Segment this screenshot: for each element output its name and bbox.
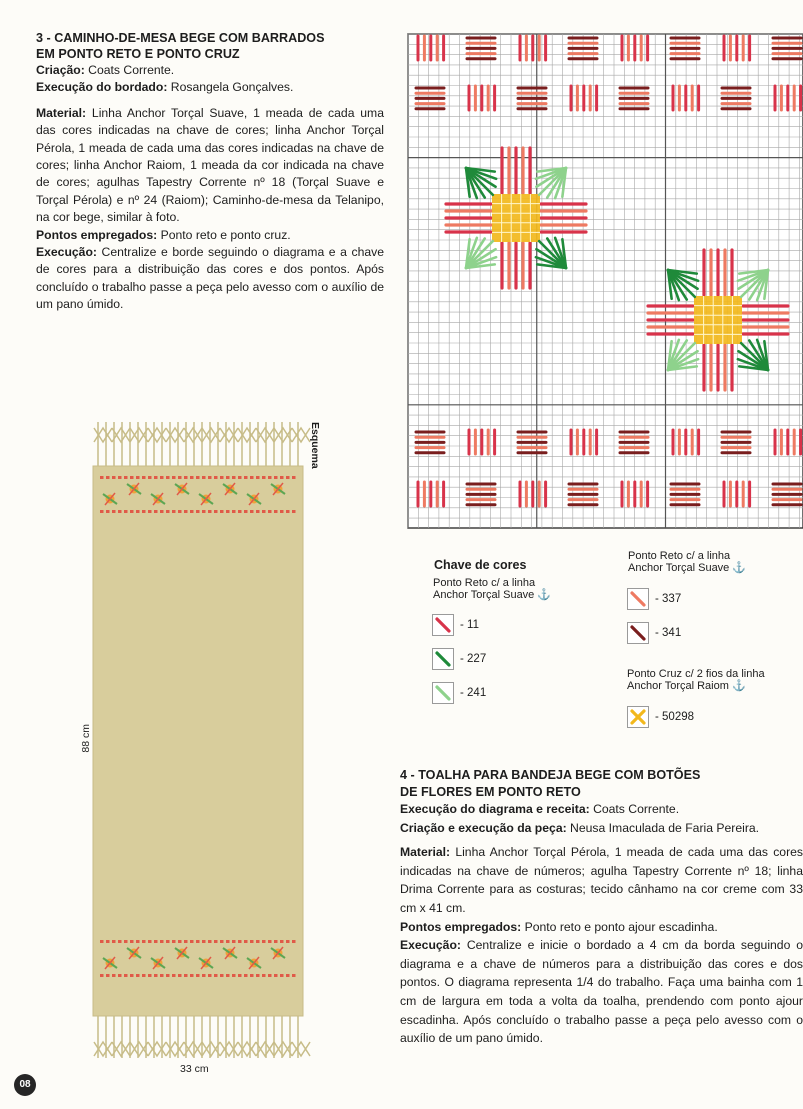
swatch-11-icon [432,614,454,636]
creation-line: Criação: Coats Corrente. [36,63,175,77]
color-key-group3-label: Ponto Cruz c/ 2 fios da linha Anchor Torçal Raiom ⚓ [627,668,765,692]
material-paragraph: Material: Linha Anchor Torçal Suave, 1 meada de cada uma das cores indicadas na chave de cores; linha Anchor Torçal Pérola, 1 meada de cada uma das cores indicadas na chave de cores; linha Anchor Raiom, 1 meada da cor indicada na chave de cores; agulhas Tapestry Corrente nº 18 (Torçal Suave e Torçal Pérola) e nº 24 (Raiom); Caminho-de-mesa da Telanipo, na cor bege, similar à foto. [36,105,384,225]
color-key-title: Chave de cores [434,558,527,572]
execution-line: Execução do bordado: Rosangela Gonçalves. [36,80,294,95]
color-key-item: - 227 [432,648,486,670]
schema-label: Esquema [309,422,321,469]
color-key-item: - 341 [627,622,681,644]
material-paragraph: Material: Linha Anchor Torçal Pérola, 1 meada de cada uma das cores indicadas na chave de números; agulha Tapestry Corrente nº 18; linha Drima Corrente para as costuras; tecido cânhamo na cor creme com 33 cm x 41 cm. [400,845,803,915]
anchor-icon: ⚓ [537,589,552,601]
creation-line: Criação e execução da peça: Neusa Imaculada de Faria Pereira. [400,820,760,835]
diagram-credit-line: Execução do diagrama e receita: Coats Corrente. [400,802,680,816]
swatch-227-icon [432,648,454,670]
swatch-241-icon [432,682,454,704]
runner-schematic [88,418,318,1058]
section-4-title: 4 - TOALHA PARA BANDEJA BEGE COM BOTÕES DE FLORES EM PONTO RETO [400,768,701,799]
color-key-item: - 50298 [627,706,694,728]
color-key-group1-label: Ponto Reto c/ a linha Anchor Torçal Suave ⚓ [433,577,552,601]
swatch-337-icon [627,588,649,610]
stitches-line: Pontos empregados: Ponto reto e ponto cruz. [36,227,291,242]
instructions-paragraph: Execução: Centralize e inicie o bordado a 4 cm da borda seguindo o diagrama e a chave de números para a distribuição das cores e dos pontos. O diagrama representa 1/4 do trabalho. Faça uma bainha com 1 cm de largura em toda a volta da toalha, prendendo com ponto ajour escadinha. Após concluído o trabalho passe a peça pelo avesso com o auxílio de um pano úmido. [400,938,803,1046]
section-3-text [36,30,384,314]
color-key-item: - 11 [432,614,479,636]
instructions-paragraph: Execução: Centralize e borde seguindo o diagrama e a chave de cores para a distribuição das cores e dos pontos. Após concluído o trabalho passe a peça pelo avesso com o auxílio de um pano úmido. [36,245,385,312]
swatch-50298-icon [627,706,649,728]
section-4-text [400,767,803,1048]
anchor-icon: ⚓ [732,562,747,574]
anchor-icon: ⚓ [731,680,746,692]
page-number: 08 [14,1074,36,1096]
length-label: 88 cm [80,724,92,753]
color-key-group2-label: Ponto Reto c/ a linha Anchor Torçal Suave ⚓ [628,550,747,574]
section-3-title: 3 - CAMINHO-DE-MESA BEGE COM BARRADOS EM PONTO RETO E PONTO CRUZ [36,31,325,61]
swatch-341-icon [627,622,649,644]
width-label: 33 cm [180,1063,209,1075]
embroidery-diagram [402,30,803,530]
stitches-line: Pontos empregados: Ponto reto e ponto ajour escadinha. [400,919,718,934]
color-key-item: - 241 [432,682,486,704]
color-key-item: - 337 [627,588,681,610]
